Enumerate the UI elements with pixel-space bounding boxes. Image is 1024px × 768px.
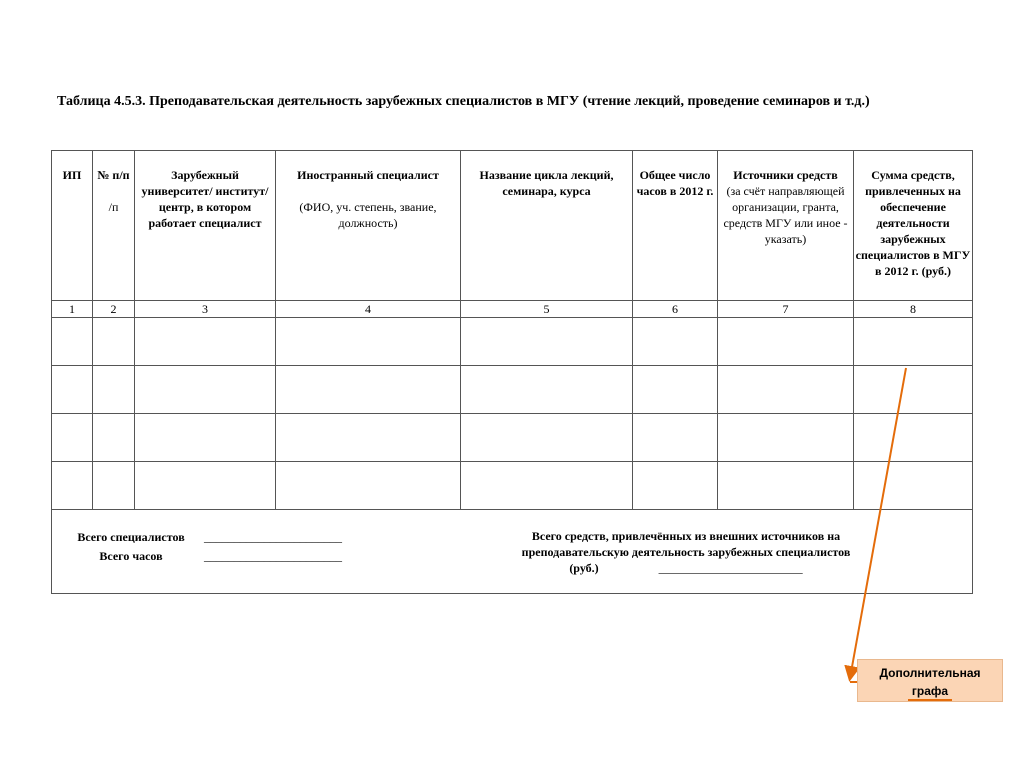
table-title: Таблица 4.5.3. Преподавательская деятельность зарубежных специалистов в МГУ (чтение лекций, проведение семинаров и т.д.)	[57, 94, 870, 109]
header-funding-source: Источники средств (за счёт направляющей организации, гранта, средств МГУ или иное - указать)	[718, 151, 854, 301]
header-ip: ИП	[52, 151, 93, 301]
total-funds-field[interactable]: ________________________	[658, 561, 803, 575]
column-number: 7	[718, 301, 854, 318]
total-hours-field[interactable]: _______________________	[204, 549, 342, 563]
total-specialists-field[interactable]: _______________________	[204, 530, 342, 544]
arrow-line	[850, 368, 906, 678]
total-funds-label: Всего средств, привлечённых из внешних источников на преподавательскую деятельность зарубежных специалистов (руб.)	[521, 529, 851, 575]
header-hours: Общее число часов в 2012 г.	[633, 151, 718, 301]
header-specialist: Иностранный специалист (ФИО, уч. степень, звание, должность)	[276, 151, 461, 301]
additional-column-callout	[857, 659, 1003, 702]
header-university: Зарубежный университет/ институт/ центр, в котором работает специалист	[135, 151, 276, 301]
callout-line1: Дополнительная	[879, 666, 981, 680]
column-number: 3	[135, 301, 276, 318]
column-number: 6	[633, 301, 718, 318]
column-number: 4	[276, 301, 461, 318]
header-funds-amount: Сумма средств, привлеченных на обеспечение деятельности зарубежных специалистов в МГУ в 2012 г. (руб.)	[854, 151, 973, 301]
header-course-name: Название цикла лекций, семинара, курса	[461, 151, 633, 301]
total-hours-label: Всего часов	[99, 549, 163, 563]
column-number: 2	[93, 301, 135, 318]
header-number: № п/п /п	[93, 151, 135, 301]
column-number: 1	[52, 301, 93, 318]
callout-line2: графа	[908, 684, 952, 701]
column-number: 8	[854, 301, 973, 318]
column-number: 5	[461, 301, 633, 318]
total-specialists-label: Всего специалистов	[77, 530, 185, 544]
